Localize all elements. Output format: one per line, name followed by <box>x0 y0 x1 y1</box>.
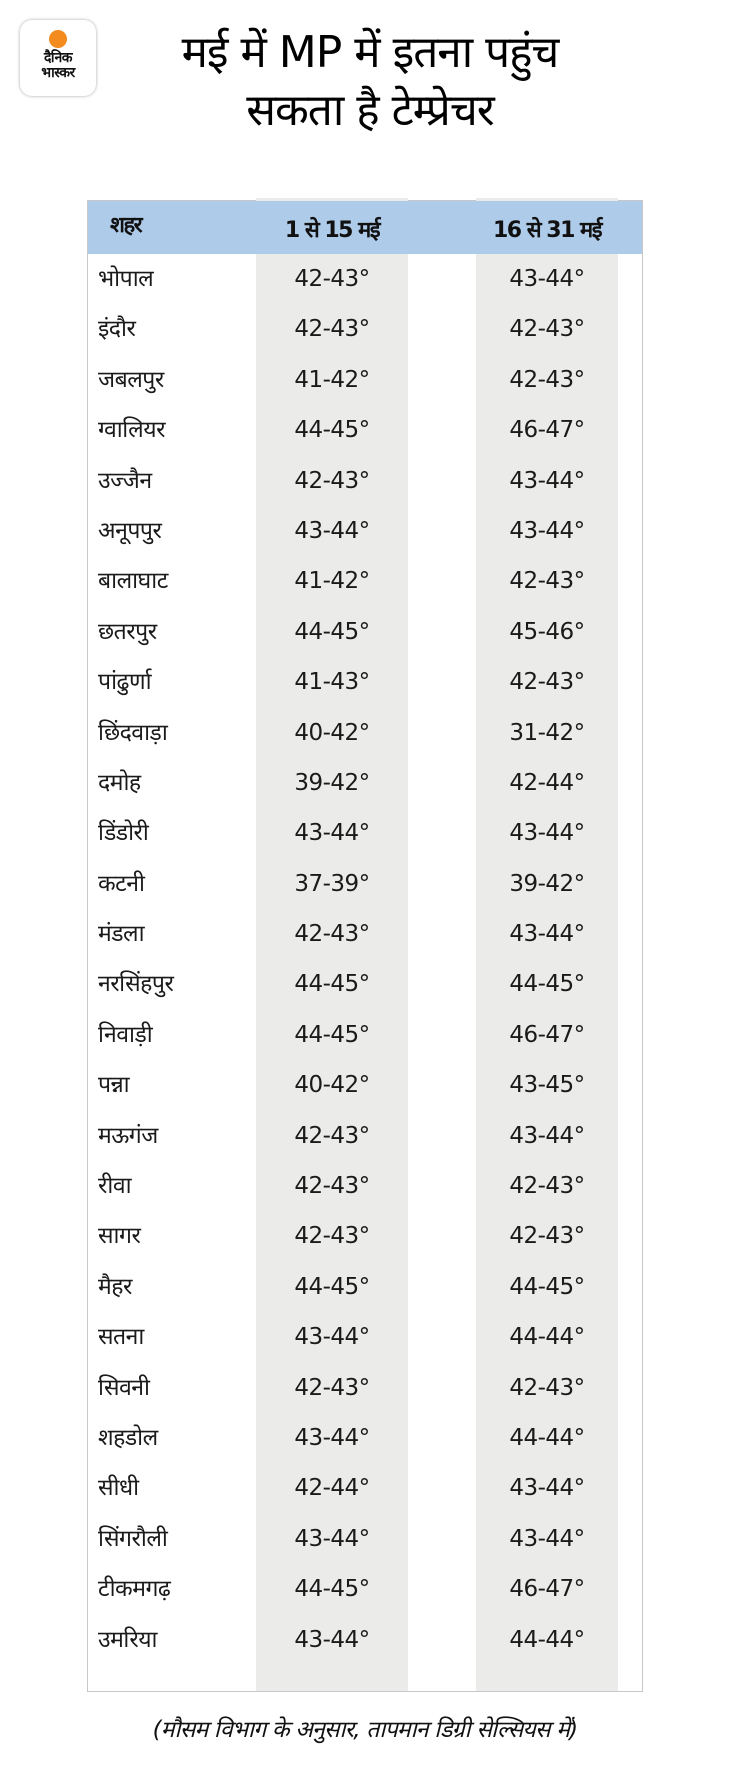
cell-second-half: 43-44° <box>509 467 585 494</box>
cell-city: दमोह <box>98 769 141 796</box>
cell-city: भोपाल <box>98 266 154 292</box>
cell-first-half: 43-44° <box>294 1525 370 1552</box>
cell-second-half: 42-44° <box>509 769 585 796</box>
table-row <box>88 909 642 959</box>
cell-city: नरसिंहपुर <box>98 971 174 998</box>
cell-city: सिवनी <box>98 1374 150 1401</box>
brand-logo <box>20 20 96 96</box>
cell-second-half: 46-47° <box>509 1021 585 1048</box>
cell-first-half: 42-43° <box>294 1374 370 1401</box>
table-row <box>88 1161 642 1211</box>
cell-city: निवाड़ी <box>98 1021 153 1048</box>
table-row <box>88 1111 642 1161</box>
header-first-half: 1 से 15 मई <box>284 218 380 243</box>
cell-first-half: 43-44° <box>294 1424 370 1451</box>
cell-first-half: 44-45° <box>294 417 370 444</box>
table-row <box>88 657 642 707</box>
cell-second-half: 45-46° <box>509 618 585 645</box>
cell-first-half: 41-42° <box>294 366 370 393</box>
cell-city: मैहर <box>98 1273 132 1300</box>
cell-first-half: 43-44° <box>294 517 370 544</box>
table-row <box>88 304 642 354</box>
cell-city: रीवा <box>98 1173 132 1200</box>
cell-second-half: 43-44° <box>509 266 585 292</box>
cell-city: इंदौर <box>98 316 136 343</box>
table-row <box>88 556 642 606</box>
cell-second-half: 43-44° <box>509 1475 585 1502</box>
cell-second-half: 43-44° <box>509 1122 585 1149</box>
cell-second-half: 42-43° <box>509 366 585 393</box>
cell-second-half: 42-43° <box>509 669 585 696</box>
cell-second-half: 42-43° <box>509 316 585 343</box>
cell-second-half: 44-45° <box>509 971 585 998</box>
table-row <box>88 355 642 405</box>
brand-name-line1: दैनिक <box>43 50 73 66</box>
cell-city: टीकमगढ़ <box>98 1576 171 1603</box>
table-row <box>88 859 642 909</box>
cell-city: छिंदवाड़ा <box>98 719 168 746</box>
table-row <box>88 1615 642 1665</box>
table-row <box>88 1413 642 1463</box>
cell-first-half: 43-44° <box>294 1324 370 1351</box>
cell-second-half: 43-44° <box>509 921 585 948</box>
table-row <box>88 1564 642 1614</box>
cell-first-half: 42-43° <box>294 921 370 948</box>
table-row <box>88 1010 642 1060</box>
source-footnote: (मौसम विभाग के अनुसार, तापमान डिग्री सेल्सियस में) <box>152 1717 578 1743</box>
cell-first-half: 42-43° <box>294 1122 370 1149</box>
cell-city: ग्वालियर <box>98 417 166 444</box>
cell-city: छतरपुर <box>98 618 157 645</box>
cell-city: उमरिया <box>98 1626 158 1653</box>
cell-city: जबलपुर <box>98 366 164 393</box>
cell-second-half: 43-44° <box>509 1525 585 1552</box>
cell-city: कटनी <box>98 870 145 897</box>
cell-first-half: 39-42° <box>294 769 370 796</box>
sun-circle-icon <box>49 30 67 48</box>
cell-second-half: 44-44° <box>509 1324 585 1351</box>
cell-first-half: 43-44° <box>294 820 370 847</box>
cell-second-half: 43-45° <box>509 1072 585 1099</box>
table-row <box>88 1463 642 1513</box>
cell-first-half: 42-43° <box>294 1173 370 1200</box>
cell-second-half: 42-43° <box>509 1173 585 1200</box>
page-title <box>110 24 630 140</box>
cell-first-half: 44-45° <box>294 971 370 998</box>
cell-city: अनूपपुर <box>98 517 162 544</box>
cell-city: सागर <box>98 1223 141 1250</box>
brand-name-line2: भास्कर <box>41 65 75 81</box>
cell-second-half: 46-47° <box>509 417 585 444</box>
cell-second-half: 43-44° <box>509 517 585 544</box>
cell-second-half: 44-44° <box>509 1424 585 1451</box>
cell-city: शहडोल <box>98 1424 158 1451</box>
cell-first-half: 42-43° <box>294 1223 370 1250</box>
cell-city: सतना <box>98 1324 144 1351</box>
cell-city: मऊगंज <box>98 1122 158 1149</box>
table-row <box>88 959 642 1009</box>
header-second-half: 16 से 31 मई <box>492 218 602 243</box>
cell-second-half: 46-47° <box>509 1576 585 1603</box>
cell-first-half: 41-43° <box>294 669 370 696</box>
cell-city: सिंगरौली <box>98 1525 168 1552</box>
table-row <box>88 1060 642 1110</box>
cell-second-half: 42-43° <box>509 1374 585 1401</box>
table-header <box>88 201 642 254</box>
cell-first-half: 44-45° <box>294 1021 370 1048</box>
table-row <box>88 1312 642 1362</box>
brand-name <box>41 51 74 81</box>
cell-second-half: 44-44° <box>509 1626 585 1653</box>
cell-city: मंडला <box>98 921 145 948</box>
cell-second-half: 31-42° <box>509 719 585 746</box>
cell-first-half: 44-45° <box>294 1576 370 1603</box>
cell-city: उज्जैन <box>98 467 152 494</box>
cell-first-half: 37-39° <box>294 870 370 897</box>
cell-first-half: 40-42° <box>294 719 370 746</box>
cell-first-half: 44-45° <box>294 618 370 645</box>
table-row <box>88 758 642 808</box>
table-row <box>88 456 642 506</box>
table-row <box>88 1514 642 1564</box>
cell-second-half: 42-43° <box>509 568 585 595</box>
cell-city: बालाघाट <box>98 568 168 595</box>
cell-first-half: 42-44° <box>294 1475 370 1502</box>
table-row <box>88 1363 642 1413</box>
table-row <box>88 405 642 455</box>
cell-first-half: 44-45° <box>294 1273 370 1300</box>
table-row <box>88 1262 642 1312</box>
table-row <box>88 808 642 858</box>
table-body <box>88 254 642 1665</box>
cell-second-half: 44-45° <box>509 1273 585 1300</box>
cell-first-half: 40-42° <box>294 1072 370 1099</box>
table-row <box>88 607 642 657</box>
cell-city: डिंडोरी <box>98 820 149 847</box>
cell-city: पन्ना <box>98 1072 130 1099</box>
table-row <box>88 254 642 304</box>
temperature-table <box>87 200 643 1692</box>
page-title-line2: सकता है टेम्प्रेचर <box>246 85 494 136</box>
table-row <box>88 708 642 758</box>
cell-second-half: 43-44° <box>509 820 585 847</box>
cell-first-half: 42-43° <box>294 316 370 343</box>
cell-first-half: 42-43° <box>294 467 370 494</box>
table-row <box>88 1211 642 1261</box>
cell-first-half: 43-44° <box>294 1626 370 1653</box>
cell-first-half: 41-42° <box>294 568 370 595</box>
table-row <box>88 506 642 556</box>
cell-second-half: 39-42° <box>509 870 585 897</box>
cell-city: पांढुर्णा <box>98 669 152 696</box>
cell-second-half: 42-43° <box>509 1223 585 1250</box>
cell-first-half: 42-43° <box>294 266 370 292</box>
header-city: शहर <box>110 213 142 238</box>
cell-city: सीधी <box>98 1475 139 1502</box>
page-title-line1: मई में MP में इतना पहुंच <box>181 27 559 78</box>
